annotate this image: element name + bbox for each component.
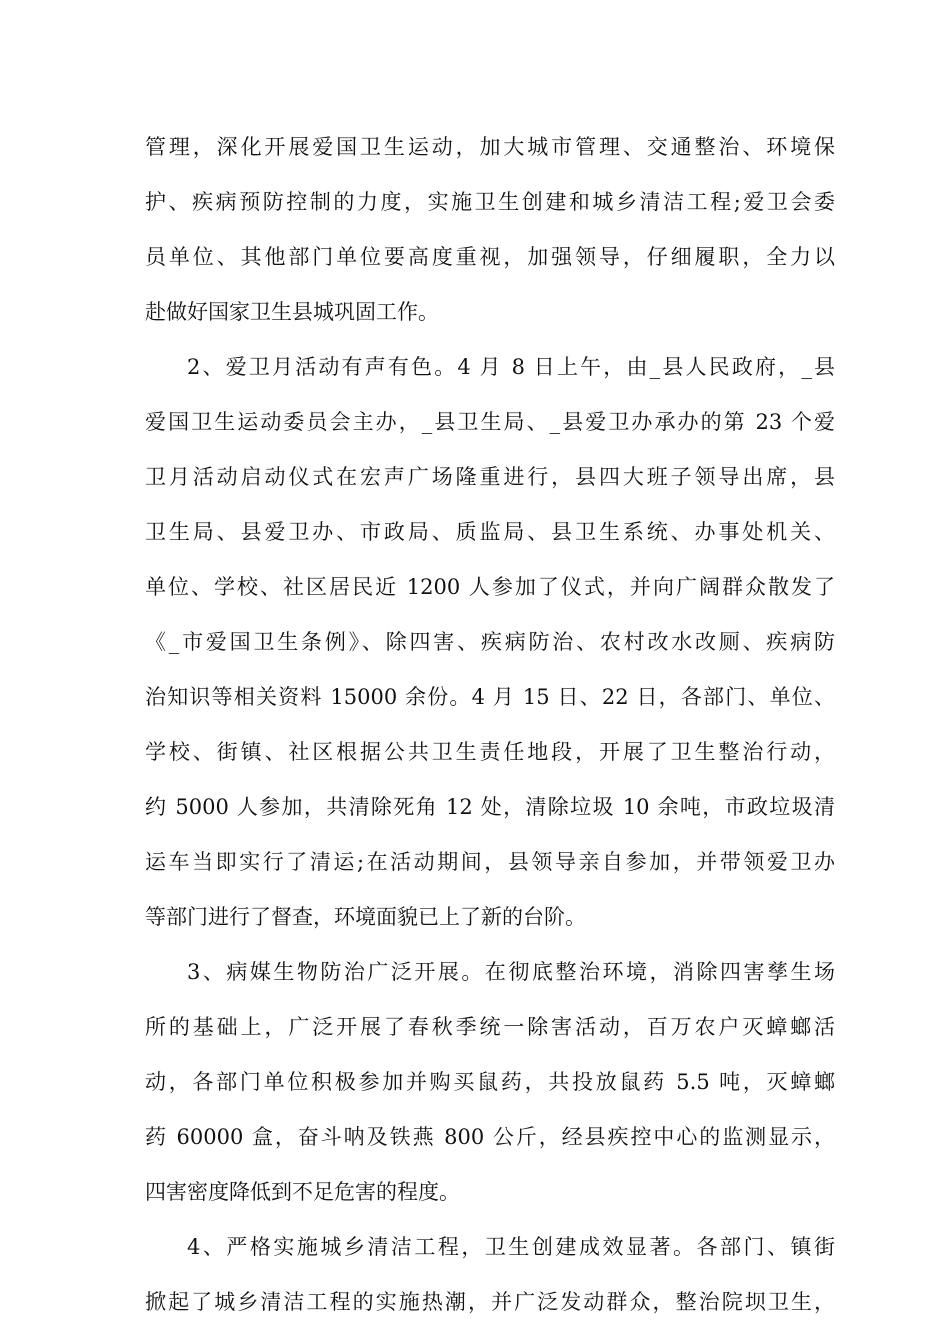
- text-line: 4、严格实施城乡清洁工程，卫生创建成效显著。各部门、镇街: [187, 1235, 835, 1259]
- text-line: 单位、学校、社区居民近 1200 人参加了仪式，并向广阔群众散发了: [145, 575, 835, 599]
- text-line: 爱国卫生运动委员会主办，_县卫生局、_县爱卫办承办的第 23 个爱: [145, 410, 835, 434]
- text-line: 卫生局、县爱卫办、市政局、质监局、县卫生系统、办事处机关、: [145, 520, 835, 544]
- text-line: 护、疾病预防控制的力度，实施卫生创建和城乡清洁工程;爱卫会委: [145, 190, 835, 214]
- text-line: 管理，深化开展爱国卫生运动，加大城市管理、交通整治、环境保: [145, 135, 835, 159]
- text-line: 治知识等相关资料 15000 余份。4 月 15 日、22 日，各部门、单位、: [145, 685, 835, 709]
- text-line: 掀起了城乡清洁工程的实施热潮，并广泛发动群众，整治院坝卫生，: [145, 1290, 835, 1314]
- text-line: 运车当即实行了清运;在活动期间，县领导亲自参加，并带领爱卫办: [145, 850, 835, 874]
- text-line: 2、爱卫月活动有声有色。4 月 8 日上午，由_县人民政府，_县: [187, 355, 835, 379]
- text-line: 3、病媒生物防治广泛开展。在彻底整治环境，消除四害孳生场: [187, 960, 835, 984]
- text-line: 所的基础上，广泛开展了春秋季统一除害活动，百万农户灭蟑螂活: [145, 1015, 835, 1039]
- text-line: 四害密度降低到不足危害的程度。: [145, 1180, 460, 1204]
- text-line: 等部门进行了督查，环境面貌已上了新的台阶。: [145, 905, 586, 929]
- text-line: 动，各部门单位积极参加并购买鼠药，共投放鼠药 5.5 吨，灭蟑螂: [145, 1070, 835, 1094]
- text-line: 员单位、其他部门单位要高度重视，加强领导，仔细履职，全力以: [145, 245, 835, 269]
- text-line: 赴做好国家卫生县城巩固工作。: [145, 300, 439, 324]
- text-line: 卫月活动启动仪式在宏声广场隆重进行，县四大班子领导出席，县: [145, 465, 835, 489]
- text-line: 《_市爱国卫生条例》、除四害、疾病防治、农村改水改厕、疾病防: [145, 630, 835, 654]
- text-line: 学校、街镇、社区根据公共卫生责任地段，开展了卫生整治行动，: [145, 740, 835, 764]
- text-line: 药 60000 盒，奋斗呐及铁燕 800 公斤，经县疾控中心的监测显示，: [145, 1125, 835, 1149]
- text-line: 约 5000 人参加，共清除死角 12 处，清除垃圾 10 余吨，市政垃圾清: [145, 795, 835, 819]
